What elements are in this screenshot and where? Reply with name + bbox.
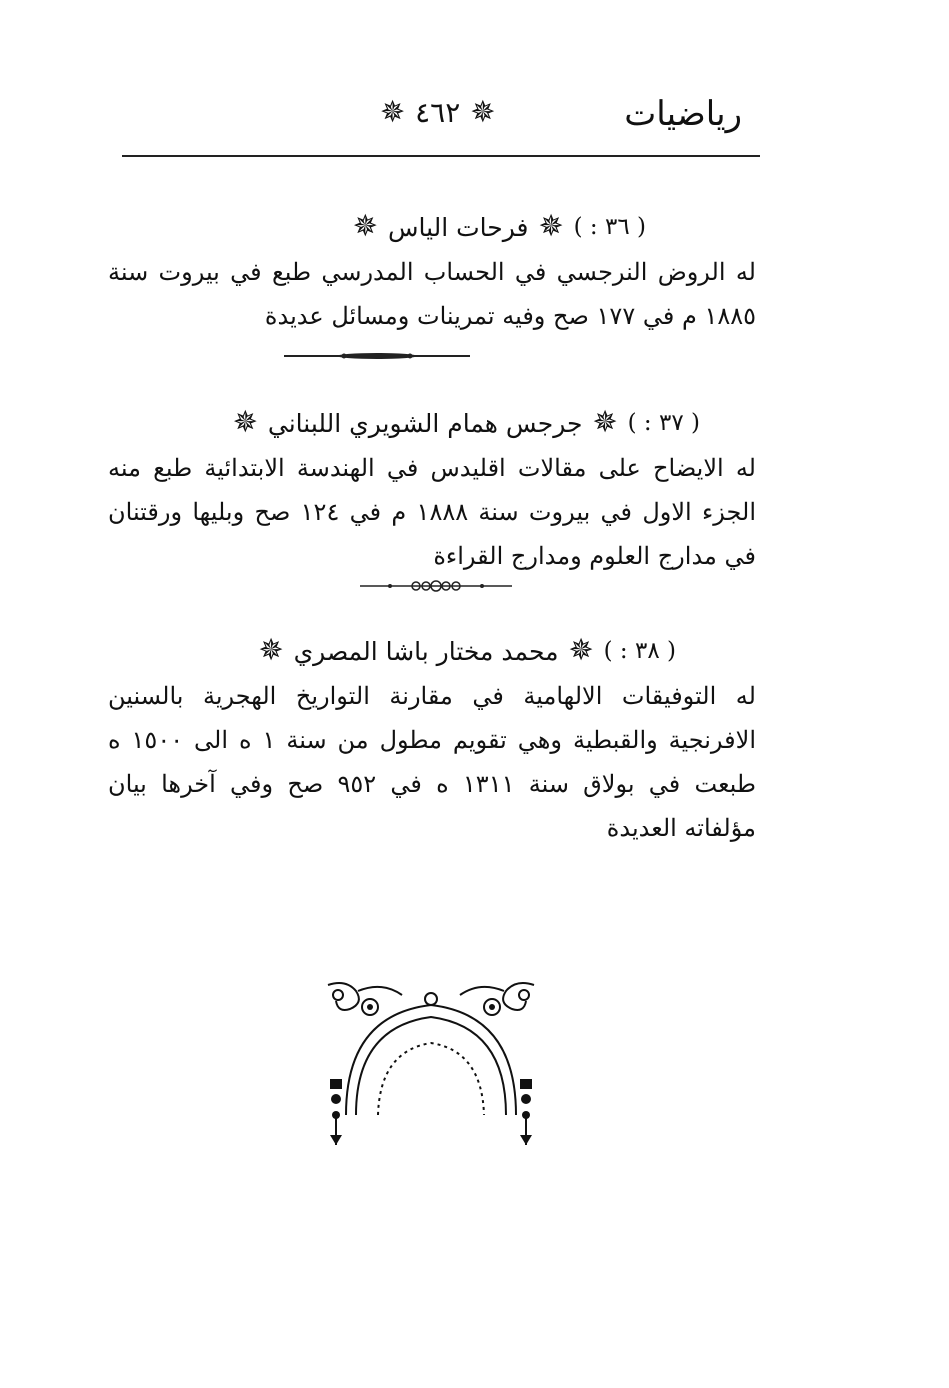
entry-number: ( ٣٧ : ) (627, 410, 700, 436)
author-name: فرحات الياس (387, 212, 529, 242)
arch-ornament-icon (318, 975, 544, 1151)
section-title: رياضيات (624, 94, 742, 134)
entry-text: له الروض النرجسي في الحساب المدرسي طبع في بيروت سنة ١٨٨٥ م في ١٧٧ صح وفيه تمرينات ومسائل عديدة (108, 258, 756, 330)
page-header (122, 92, 760, 148)
entry-heading (108, 633, 676, 668)
entry-37 (108, 405, 756, 578)
entry-text: له التوفيقات الالهامية في مقارنة التواريخ الهجرية بالسنين الافرنجية والقبطية وهي تقويم مطول من سنة ١ ه الى ١٥٠٠ ه طبعت في بولاق سنة ١٣١١ ه في ٩٥٢ صح وفي آخرها بيان مؤلفاته العديدة (108, 682, 757, 842)
section-divider (360, 580, 512, 592)
author-name: محمد مختار باشا المصري (293, 636, 559, 666)
entry-heading (108, 405, 700, 440)
star-ornament-icon: ✵ (352, 209, 378, 244)
star-ornament-icon: ✵ (470, 94, 496, 130)
entry-number: ( ٣٨ : ) (603, 638, 676, 664)
section-divider (284, 352, 470, 360)
star-ornament-icon: ✵ (592, 405, 618, 440)
entry-heading (108, 209, 646, 244)
entry-text: له الايضاح على مقالات اقليدس في الهندسة الابتدائية طبع منه الجزء الاول في بيروت سنة ١٨٨٨ م في ١٢٤ صح وبليها ورقتنان في مدارج العلوم ومدارج القراءة (108, 454, 756, 570)
page-number-group (380, 96, 495, 129)
star-ornament-icon: ✵ (380, 94, 406, 130)
star-ornament-icon: ✵ (538, 209, 564, 244)
author-name: جرجس همام الشويري اللبناني (267, 408, 583, 438)
star-ornament-icon: ✵ (568, 633, 594, 668)
entry-38 (108, 633, 757, 850)
entry-36 (108, 209, 756, 338)
header-rule (122, 155, 760, 157)
page-number: ٤٦٢ (415, 96, 461, 129)
entry-number: ( ٣٦ : ) (573, 214, 646, 240)
star-ornament-icon: ✵ (258, 633, 284, 668)
star-ornament-icon: ✵ (232, 405, 258, 440)
